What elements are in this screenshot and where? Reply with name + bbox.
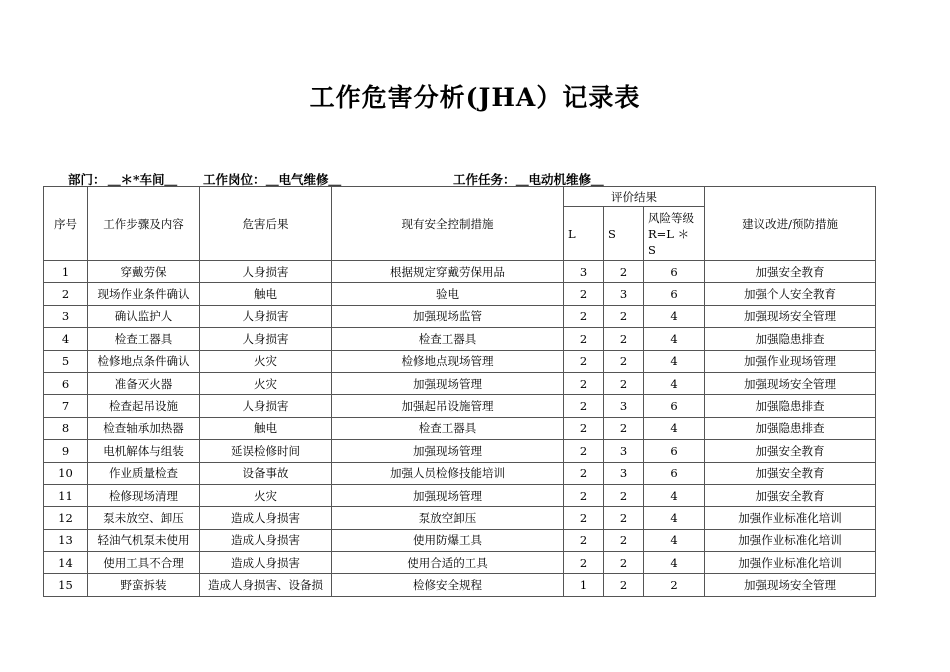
record-meta — [68, 170, 888, 186]
row-number: 14 — [44, 552, 88, 574]
table-row — [44, 305, 876, 327]
row-hazard: 人身损害 — [200, 328, 332, 350]
row-suggestion: 加强现场安全管理 — [705, 305, 876, 327]
row-hazard: 设备事故 — [200, 462, 332, 484]
header-no: 序号 — [44, 187, 88, 261]
page-title: 工作危害分析(JHA）记录表 — [309, 83, 641, 112]
row-number: 15 — [44, 574, 88, 596]
row-s: 2 — [604, 529, 644, 551]
header-controls: 现有安全控制措施 — [332, 187, 564, 261]
row-hazard: 造成人身损害 — [200, 507, 332, 529]
row-s: 3 — [604, 395, 644, 417]
row-step: 检查起吊设施 — [88, 395, 200, 417]
row-control: 加强现场监管 — [332, 305, 564, 327]
row-control: 加强现场管理 — [332, 372, 564, 394]
row-step: 检修现场清理 — [88, 484, 200, 506]
row-s: 3 — [604, 440, 644, 462]
row-s: 2 — [604, 305, 644, 327]
row-risk: 4 — [644, 350, 705, 372]
row-number: 1 — [44, 261, 88, 283]
header-risk-level: 风险等级 R=L ＊ S — [644, 207, 705, 261]
row-s: 2 — [604, 574, 644, 596]
table-row — [44, 261, 876, 283]
row-step: 检查轴承加热器 — [88, 417, 200, 439]
row-number: 13 — [44, 529, 88, 551]
row-step: 穿戴劳保 — [88, 261, 200, 283]
row-step: 现场作业条件确认 — [88, 283, 200, 305]
department-label: 部门： — [68, 172, 106, 187]
row-hazard: 人身损害 — [200, 305, 332, 327]
row-number: 6 — [44, 372, 88, 394]
row-hazard: 触电 — [200, 417, 332, 439]
row-s: 3 — [604, 283, 644, 305]
row-l: 2 — [564, 462, 604, 484]
row-s: 2 — [604, 507, 644, 529]
row-control: 检修安全规程 — [332, 574, 564, 596]
table-row — [44, 529, 876, 551]
post-value: ＿电气维修＿ — [266, 172, 342, 187]
row-risk: 2 — [644, 574, 705, 596]
row-l: 2 — [564, 484, 604, 506]
row-suggestion: 加强作业标准化培训 — [705, 507, 876, 529]
row-step: 使用工具不合理 — [88, 552, 200, 574]
row-step: 检查工器具 — [88, 328, 200, 350]
row-s: 3 — [604, 462, 644, 484]
row-step: 泵未放空、卸压 — [88, 507, 200, 529]
table-row — [44, 507, 876, 529]
row-l: 2 — [564, 328, 604, 350]
row-hazard: 人身损害 — [200, 261, 332, 283]
row-control: 加强现场管理 — [332, 440, 564, 462]
row-suggestion: 加强隐患排查 — [705, 395, 876, 417]
row-suggestion: 加强隐患排查 — [705, 417, 876, 439]
row-control: 加强人员检修技能培训 — [332, 462, 564, 484]
row-number: 5 — [44, 350, 88, 372]
table-row — [44, 395, 876, 417]
post-label: 工作岗位： — [203, 172, 266, 187]
row-risk: 4 — [644, 417, 705, 439]
row-risk: 6 — [644, 261, 705, 283]
row-l: 1 — [564, 574, 604, 596]
row-risk: 6 — [644, 462, 705, 484]
row-number: 7 — [44, 395, 88, 417]
department-value: ＿＊*车间＿ — [108, 172, 178, 187]
row-suggestion: 加强安全教育 — [705, 462, 876, 484]
row-hazard: 火灾 — [200, 350, 332, 372]
row-control: 验电 — [332, 283, 564, 305]
task-label: 工作任务： — [453, 172, 516, 187]
row-suggestion: 加强作业标准化培训 — [705, 552, 876, 574]
row-control: 使用合适的工具 — [332, 552, 564, 574]
row-suggestion: 加强隐患排查 — [705, 328, 876, 350]
row-control: 检查工器具 — [332, 328, 564, 350]
row-risk: 4 — [644, 552, 705, 574]
header-suggestions: 建议改进/预防措施 — [705, 187, 876, 261]
table-row — [44, 350, 876, 372]
row-control: 检修地点现场管理 — [332, 350, 564, 372]
table-row — [44, 417, 876, 439]
row-step: 准备灭火器 — [88, 372, 200, 394]
table-row — [44, 372, 876, 394]
row-risk: 4 — [644, 529, 705, 551]
row-number: 4 — [44, 328, 88, 350]
row-step: 作业质量检查 — [88, 462, 200, 484]
header-evaluation: 评价结果 — [564, 187, 705, 207]
row-risk: 6 — [644, 395, 705, 417]
table-body — [44, 261, 876, 597]
row-step: 轻油气机泵未使用 — [88, 529, 200, 551]
row-risk: 6 — [644, 283, 705, 305]
row-number: 3 — [44, 305, 88, 327]
header-l: L — [564, 207, 604, 261]
row-l: 2 — [564, 417, 604, 439]
row-s: 2 — [604, 417, 644, 439]
row-s: 2 — [604, 261, 644, 283]
row-risk: 4 — [644, 507, 705, 529]
row-hazard: 造成人身损害 — [200, 529, 332, 551]
row-l: 2 — [564, 305, 604, 327]
row-risk: 4 — [644, 372, 705, 394]
row-suggestion: 加强作业标准化培训 — [705, 529, 876, 551]
row-control: 加强现场管理 — [332, 484, 564, 506]
row-suggestion: 加强现场安全管理 — [705, 574, 876, 596]
row-step: 电机解体与组装 — [88, 440, 200, 462]
header-steps: 工作步骤及内容 — [88, 187, 200, 261]
row-suggestion: 加强安全教育 — [705, 440, 876, 462]
task-value: ＿电动机维修＿ — [516, 172, 604, 187]
row-hazard: 火灾 — [200, 484, 332, 506]
row-l: 2 — [564, 372, 604, 394]
row-s: 2 — [604, 328, 644, 350]
table-row — [44, 328, 876, 350]
row-hazard: 造成人身损害 — [200, 552, 332, 574]
row-control: 检查工器具 — [332, 417, 564, 439]
row-hazard: 人身损害 — [200, 395, 332, 417]
table-row — [44, 462, 876, 484]
row-risk: 4 — [644, 328, 705, 350]
row-l: 2 — [564, 440, 604, 462]
row-risk: 4 — [644, 305, 705, 327]
row-control: 根据规定穿戴劳保用品 — [332, 261, 564, 283]
row-s: 2 — [604, 484, 644, 506]
row-suggestion: 加强现场安全管理 — [705, 372, 876, 394]
row-l: 2 — [564, 507, 604, 529]
row-step: 检修地点条件确认 — [88, 350, 200, 372]
row-hazard: 触电 — [200, 283, 332, 305]
row-number: 12 — [44, 507, 88, 529]
row-hazard: 造成人身损害、设备损 — [200, 574, 332, 596]
table-row — [44, 484, 876, 506]
row-number: 11 — [44, 484, 88, 506]
row-s: 2 — [604, 350, 644, 372]
table-row — [44, 440, 876, 462]
row-hazard: 延误检修时间 — [200, 440, 332, 462]
row-control: 使用防爆工具 — [332, 529, 564, 551]
row-suggestion: 加强安全教育 — [705, 261, 876, 283]
table-row — [44, 552, 876, 574]
row-s: 2 — [604, 552, 644, 574]
header-s: S — [604, 207, 644, 261]
row-number: 9 — [44, 440, 88, 462]
row-risk: 4 — [644, 484, 705, 506]
row-step: 确认监护人 — [88, 305, 200, 327]
row-suggestion: 加强作业现场管理 — [705, 350, 876, 372]
row-l: 2 — [564, 350, 604, 372]
row-step: 野蛮拆装 — [88, 574, 200, 596]
jha-table — [43, 186, 876, 597]
header-hazard: 危害后果 — [200, 187, 332, 261]
row-l: 2 — [564, 552, 604, 574]
row-control: 加强起吊设施管理 — [332, 395, 564, 417]
table-row — [44, 574, 876, 596]
row-number: 2 — [44, 283, 88, 305]
row-risk: 6 — [644, 440, 705, 462]
row-l: 2 — [564, 395, 604, 417]
row-number: 10 — [44, 462, 88, 484]
row-l: 2 — [564, 529, 604, 551]
row-control: 泵放空卸压 — [332, 507, 564, 529]
row-hazard: 火灾 — [200, 372, 332, 394]
row-l: 2 — [564, 283, 604, 305]
row-s: 2 — [604, 372, 644, 394]
row-suggestion: 加强个人安全教育 — [705, 283, 876, 305]
row-number: 8 — [44, 417, 88, 439]
row-l: 3 — [564, 261, 604, 283]
table-row — [44, 283, 876, 305]
row-suggestion: 加强安全教育 — [705, 484, 876, 506]
